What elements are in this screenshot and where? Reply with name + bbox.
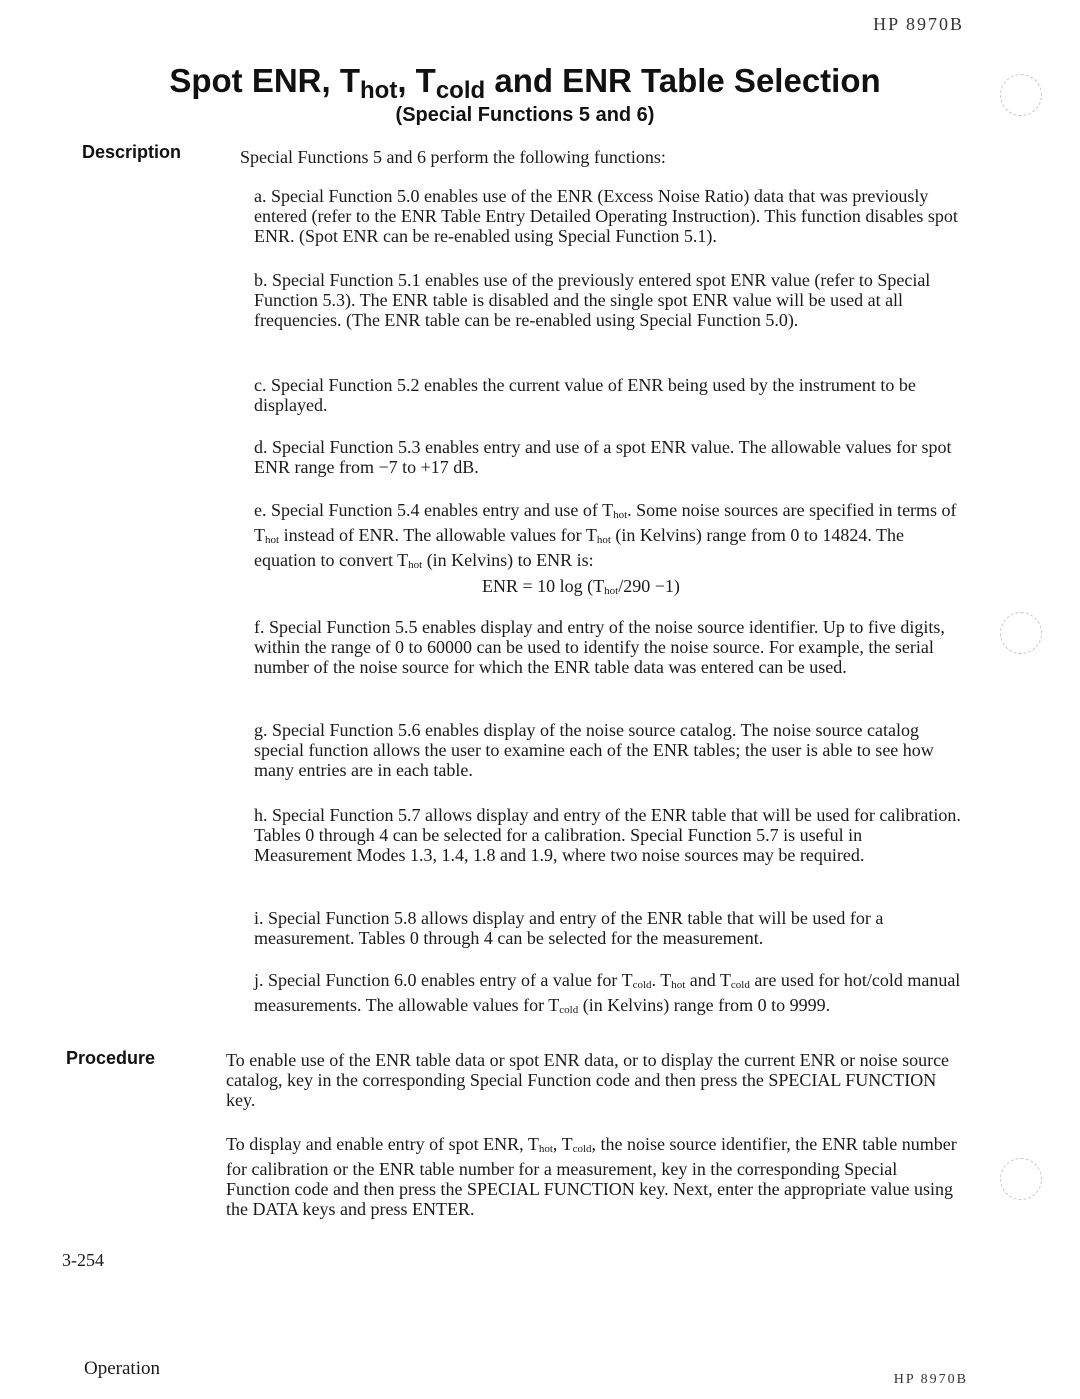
punch-hole <box>1000 612 1042 654</box>
page-number: 3-254 <box>62 1250 104 1270</box>
procedure-paragraph-1: To enable use of the ENR table data or spot ENR data, or to display the current ENR or noise source catalog, key in the corresponding Special Function code and then press the SPECIAL FUNCTION key. <box>226 1050 950 1110</box>
procedure-paragraph-2: To display and enable entry of spot ENR, $T_{hot}$, $T_{cold}$, the noise source identifier, the ENR table number for calibration or the ENR table number for a measurement, key in the corresponding Special Function code and then press the SPECIAL FUNCTION key. Next, enter the appropriate value using the DATA keys and press ENTER. <box>226 1134 957 1219</box>
description-intro: Special Functions 5 and 6 perform the following functions: <box>240 147 666 167</box>
list-item: j. Special Function 6.0 enables entry of a value for $T_{cold}$. $T_{hot}$ and $T_{cold}$ are used for hot/cold manual measurements. The allowable values for $T_{cold}$ (in Kelvins) range from 0 to 9999. <box>254 970 961 1016</box>
list-item: h. Special Function 5.7 allows display and entry of the ENR table that will be used for calibration. Tables 0 through 4 can be selected for a calibration. Special Function 5.7 is useful in Measurement Modes 1.3, 1.4, 1.8 and 1.9, where two noise sources may be required. <box>254 805 961 865</box>
header-model: HP 8970B <box>873 14 964 34</box>
list-item: e. Special Function 5.4 enables entry and use of $T_{hot}$. Some noise sources are specified in terms of $T_{hot}$ instead of ENR. The allowable values for $T_{hot}$ (in Kelvins) range from 0 to 14824. The equation to convert $T_{hot}$ (in Kelvins) to ENR is: <box>254 500 957 571</box>
page-subtitle: (Special Functions 5 and 6) <box>395 104 655 126</box>
list-item: a. Special Function 5.0 enables use of the ENR (Excess Noise Ratio) data that was previously entered (refer to the ENR Table Entry Detailed Operating Instruction). This function disables spot ENR. (Spot ENR can be re-enabled using Special Function 5.1). <box>254 186 958 246</box>
footer-model: HP 8970B <box>893 1372 968 1387</box>
list-item: g. Special Function 5.6 enables display of the noise source catalog. The noise source catalog special function allows the user to examine each of the ENR tables; the user is able to see how many entries are in each table. <box>254 720 934 780</box>
page-title: Spot ENR, $T_{hot}$, $T_{cold}$ and ENR Table Selection <box>169 62 881 104</box>
footer-section: Operation <box>84 1358 160 1379</box>
list-item: d. Special Function 5.3 enables entry and use of a spot ENR value. The allowable values for spot ENR range from −7 to +17 dB. <box>254 437 952 477</box>
list-item: f. Special Function 5.5 enables display and entry of the noise source identifier. Up to five digits, within the range of 0 to 60000 can be used to identify the noise source. For example, the serial number of the noise source for which the ENR table data was entered can be used. <box>254 617 945 677</box>
punch-hole <box>1000 1158 1042 1200</box>
enr-equation: ENR = 10 $\log (T_{hot}/290 -1)$ <box>482 576 680 597</box>
description-heading: Description <box>82 142 182 162</box>
list-item: c. Special Function 5.2 enables the current value of ENR being used by the instrument to be displayed. <box>254 375 916 415</box>
list-item: i. Special Function 5.8 allows display and entry of the ENR table that will be used for a measurement. Tables 0 through 4 can be selected for the measurement. <box>254 908 884 948</box>
list-item: b. Special Function 5.1 enables use of the previously entered spot ENR value (refer to Special Function 5.3). The ENR table is disabled and the single spot ENR value will be used at all frequencies. (The ENR table can be re-enabled using Special Function 5.0). <box>254 270 931 330</box>
procedure-heading: Procedure <box>66 1048 156 1068</box>
